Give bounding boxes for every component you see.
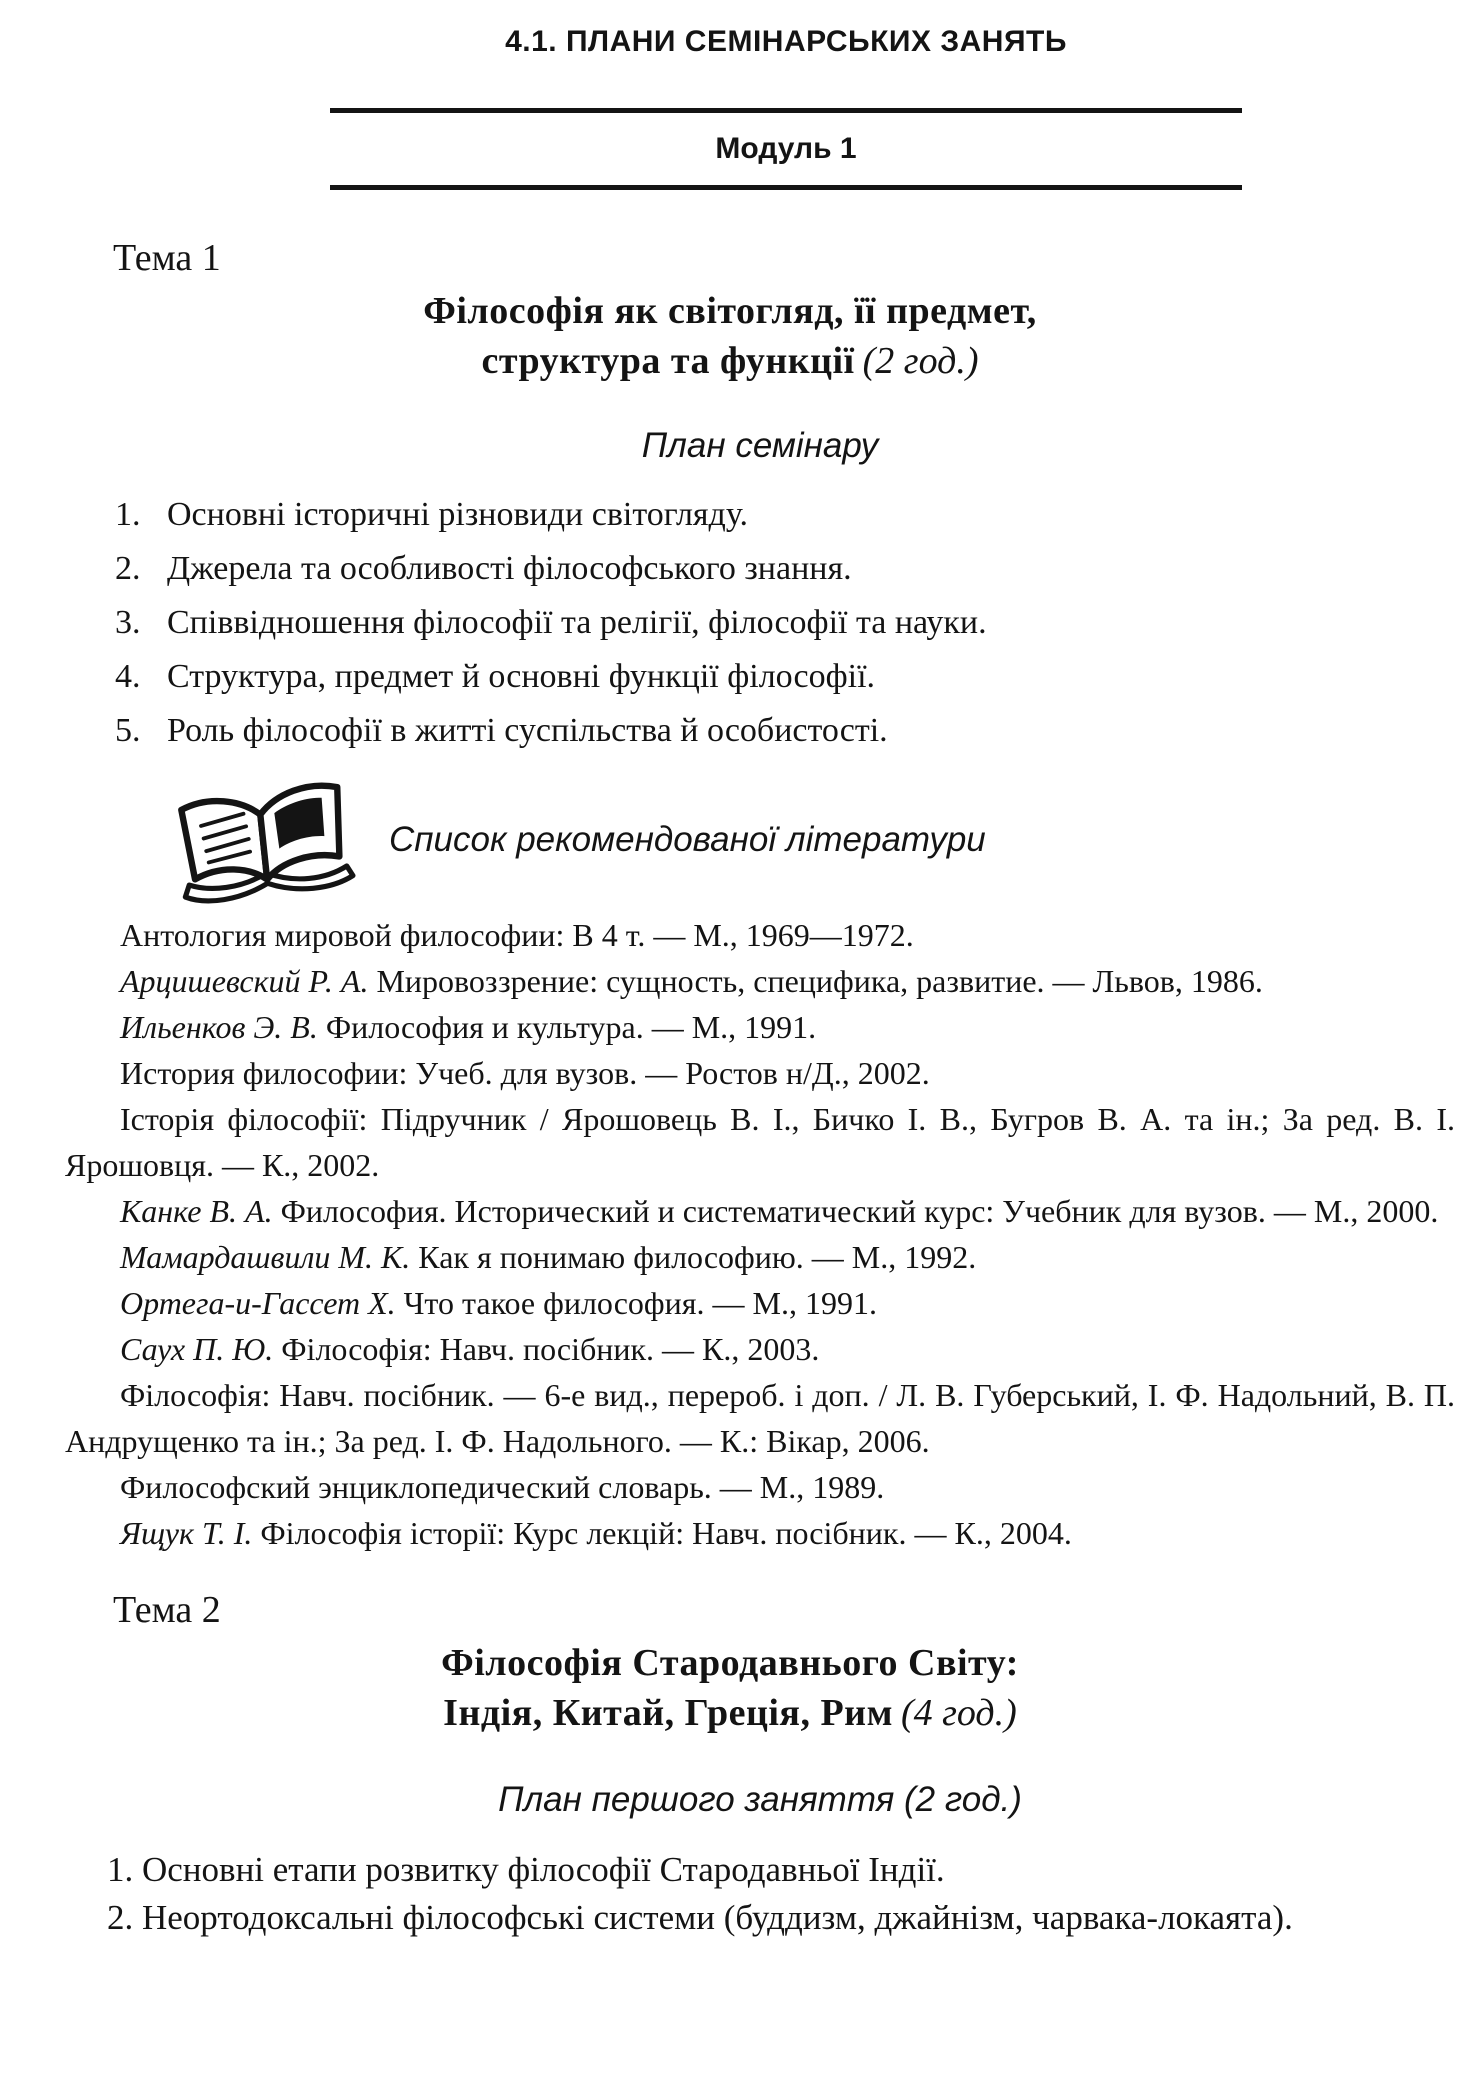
topic2-title-line1: Філософія Стародавнього Світу:: [441, 1642, 1019, 1684]
literature-entry-author: Саух П. Ю.: [120, 1331, 282, 1367]
topic1-title: [65, 286, 1395, 386]
seminar-plan-item: [115, 488, 1455, 542]
topic2-plan-list: [65, 1846, 1455, 1942]
topic2-title-line2: Індія, Китай, Греція, Рим: [443, 1692, 893, 1734]
plan-item-number: 1.: [115, 496, 141, 533]
literature-entry: [65, 1234, 1455, 1280]
literature-entry: [65, 958, 1455, 1004]
literature-entry: [65, 1280, 1455, 1326]
topic1-label: Тема 1: [113, 237, 221, 279]
topic2-hours: (4 год.): [900, 1692, 1017, 1734]
literature-entry-text: Философия и культура. — М., 1991.: [325, 1009, 817, 1045]
plan-item-text: Роль філософії в житті суспільства й особистості.: [167, 712, 888, 749]
plan-item-number: 4.: [115, 658, 141, 695]
topic2-plan-heading: План першого заняття (2 год.): [498, 1780, 1022, 1819]
literature-entry-author: Ящук Т. І.: [120, 1515, 261, 1551]
literature-entry-text: Философия. Исторический и систематический курс: Учебник для вузов. — М., 2000.: [280, 1193, 1439, 1229]
literature-entry-author: Ортега-и-Гассет Х.: [120, 1285, 404, 1321]
topic2-label: Тема 2: [113, 1589, 221, 1631]
literature-entry-text: Філософія історії: Курс лекцій: Навч. посібник. — К., 2004.: [260, 1515, 1072, 1551]
literature-entry-author: Ильенков Э. В.: [120, 1009, 326, 1045]
seminar-plan-item: [115, 704, 1455, 758]
literature-entry: [65, 1326, 1455, 1372]
plan-item-text: Співвідношення філософії та релігії, філософії та науки.: [167, 604, 987, 641]
literature-heading-row: [165, 776, 1455, 904]
literature-entry-text: Антология мировой философии: В 4 т. — М., 1969—1972.: [120, 917, 914, 953]
literature-entry: [65, 1372, 1455, 1464]
topic1-title-line2: структура та функції: [481, 340, 855, 382]
literature-entry-text: Філософія: Навч. посібник. — К., 2003.: [281, 1331, 820, 1367]
literature-entry-text: Історія філософії: Підручник / Ярошовець В. І., Бичко І. В., Бугров В. А. та ін.; За ред. В. І. Ярошовця. — К., 2002.: [65, 1101, 1455, 1183]
literature-entry-text: Что такое философия. — М., 1991.: [403, 1285, 877, 1321]
plan-item-number: 5.: [115, 712, 141, 749]
plan-item-number: 2.: [115, 550, 141, 587]
literature-entry: [65, 1096, 1455, 1188]
module-label: Модуль 1: [715, 132, 857, 165]
plan-item-text: Джерела та особливості філософського знання.: [167, 550, 852, 587]
literature-entry-author: Арцишевский Р. А.: [120, 963, 377, 999]
seminar-plan-item: [115, 596, 1455, 650]
plan-item-text: Структура, предмет й основні функції філософії.: [167, 658, 876, 695]
literature-entry: [65, 912, 1455, 958]
topic-2-section: [65, 1586, 1455, 1942]
literature-entry-author: Канке В. А.: [120, 1193, 281, 1229]
literature-entry: [65, 1050, 1455, 1096]
literature-heading: Список рекомендованої літератури: [389, 820, 986, 859]
topic-1-section: [65, 234, 1455, 758]
literature-list: [65, 912, 1455, 1556]
literature-entry: [65, 1188, 1455, 1234]
plan-item-number: 3.: [115, 604, 141, 641]
section-title: 4.1. ПЛАНИ СЕМІНАРСЬКИХ ЗАНЯТЬ: [505, 25, 1067, 58]
literature-entry-text: Філософія: Навч. посібник. — 6-е вид., перероб. і доп. / Л. В. Губерський, І. Ф. Надольний, В. П. Андрущенко та ін.; За ред. І. Ф. Надольного. — К.: Вікар, 2006.: [65, 1377, 1455, 1459]
divider-top: [330, 108, 1242, 113]
topic2-title: [65, 1638, 1395, 1738]
page-header: [330, 24, 1242, 190]
literature-entry-text: История философии: Учеб. для вузов. — Ростов н/Д., 2002.: [120, 1055, 930, 1091]
divider-bottom: [330, 185, 1242, 190]
literature-entry-text: Философский энциклопедический словарь. — М., 1989.: [120, 1469, 885, 1505]
plan-item-text: Основні історичні різновиди світогляду.: [167, 496, 748, 533]
topic2-plan-item: 2. Неортодоксальні філософські системи (буддизм, джайнізм, чарвака-локаята).: [107, 1898, 1293, 1937]
topic1-title-line1: Філософія як світогляд, її предмет,: [423, 290, 1037, 332]
seminar-plan-item: [115, 650, 1455, 704]
topic1-plan-heading: План семінару: [641, 426, 879, 465]
literature-entry: [65, 1004, 1455, 1050]
literature-entry-author: Мамардашвили М. К.: [120, 1239, 419, 1275]
open-book-icon: [159, 766, 367, 914]
literature-entry-text: Мировоззрение: сущность, специфика, развитие. — Львов, 1986.: [376, 963, 1263, 999]
topic1-hours: (2 год.): [862, 340, 979, 382]
literature-entry-text: Как я понимаю философию. — М., 1992.: [418, 1239, 977, 1275]
literature-entry: [65, 1510, 1455, 1556]
topic2-plan-item: 1. Основні етапи розвитку філософії Стародавньої Індії.: [107, 1850, 945, 1889]
literature-entry: [65, 1464, 1455, 1510]
topic1-plan-list: [65, 488, 1455, 758]
seminar-plan-item: [115, 542, 1455, 596]
